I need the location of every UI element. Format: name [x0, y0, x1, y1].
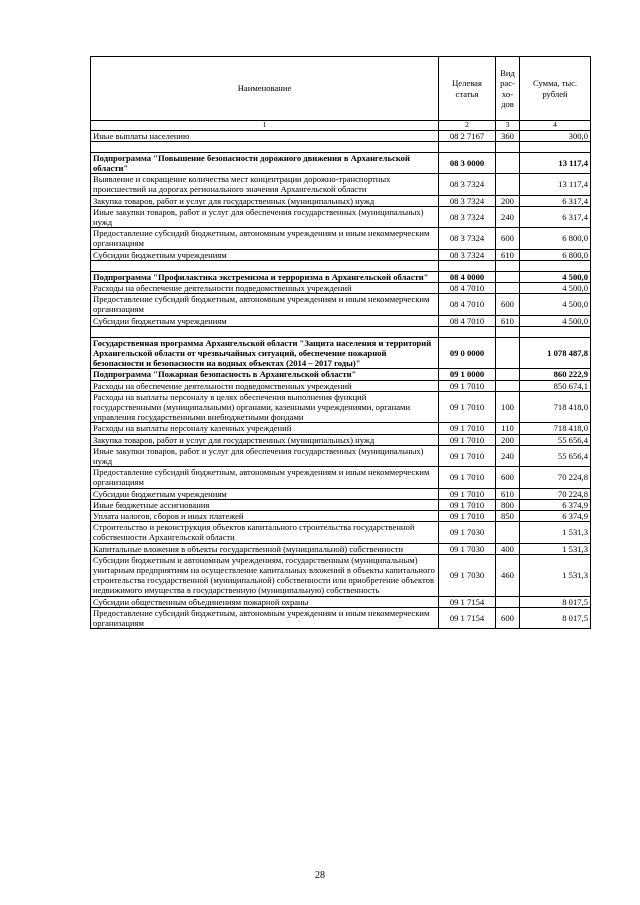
row-sum: 55 656,4 — [520, 434, 591, 445]
row-name: Подпрограмма "Повышение безопасности дорожного движения в Архангельской области" — [91, 152, 439, 173]
table-row — [91, 543, 591, 554]
row-name: Субсидии бюджетным и автономным учреждениям, государственным (муниципальным) унитарным предприятиям на осуществление капитальных вложений в объекты капитального строительства государственной (муниципальной) собственности или приобретение объектов недвижимого имущества в государственную (муниципальную) собственность — [91, 554, 439, 596]
row-vid: 110 — [496, 423, 520, 434]
row-vid: 600 — [496, 294, 520, 315]
row-name: Предоставление субсидий бюджетным, автономным учреждениям и иным некоммерческим организациям — [91, 607, 439, 628]
row-name: Закупка товаров, работ и услуг для государственных (муниципальных) нужд — [91, 195, 439, 206]
row-code: 09 1 7010 — [439, 488, 496, 499]
row-name: Иные закупки товаров, работ и услуг для обеспечения государственных (муниципальных) нужд — [91, 445, 439, 466]
table-row — [91, 174, 591, 195]
row-sum: 850 674,1 — [520, 380, 591, 391]
row-code: 08 3 7324 — [439, 206, 496, 227]
row-code: 09 1 7154 — [439, 607, 496, 628]
row-code: 08 4 7010 — [439, 315, 496, 326]
table-row — [91, 282, 591, 293]
table-row — [91, 423, 591, 434]
row-sum: 6 374,9 — [520, 511, 591, 522]
row-sum: 1 531,3 — [520, 554, 591, 596]
row-vid: 240 — [496, 206, 520, 227]
table-row — [91, 391, 591, 423]
table-row — [91, 152, 591, 173]
row-code: 08 3 0000 — [439, 152, 496, 173]
table-row — [91, 337, 591, 369]
row-code: 08 4 0000 — [439, 271, 496, 282]
row-vid — [496, 152, 520, 173]
row-sum: 718 418,0 — [520, 391, 591, 423]
header-name: Наименование — [91, 57, 439, 121]
row-vid: 600 — [496, 228, 520, 249]
row-vid — [496, 337, 520, 369]
row-sum: 6 374,9 — [520, 499, 591, 510]
row-code: 09 1 7010 — [439, 391, 496, 423]
row-sum: 1 531,3 — [520, 522, 591, 543]
row-name: Субсидии бюджетным учреждениям — [91, 249, 439, 260]
row-code: 08 2 7167 — [439, 130, 496, 141]
table-row — [91, 445, 591, 466]
row-code: 09 1 7010 — [439, 467, 496, 488]
row-name: Предоставление субсидий бюджетным, автономным учреждениям и иным некоммерческим организациям — [91, 294, 439, 315]
header-vid: Вид рас-хо-дов — [496, 57, 520, 121]
spacer-row — [91, 141, 591, 152]
row-sum: 55 656,4 — [520, 445, 591, 466]
row-vid: 850 — [496, 511, 520, 522]
row-code: 08 3 7324 — [439, 195, 496, 206]
row-vid — [496, 380, 520, 391]
table-row — [91, 249, 591, 260]
table-row — [91, 488, 591, 499]
row-name: Строительство и реконструкция объектов капитального строительства государственной собственности Архангельской области — [91, 522, 439, 543]
row-sum: 6 800,0 — [520, 249, 591, 260]
row-sum: 6 800,0 — [520, 228, 591, 249]
row-vid: 800 — [496, 499, 520, 510]
row-vid: 610 — [496, 488, 520, 499]
row-name: Выявление и сокращение количества мест концентрации дорожно-транспортных происшествий на дорогах регионального значения Архангельской области — [91, 174, 439, 195]
row-name: Иные закупки товаров, работ и услуг для обеспечения государственных (муниципальных) нужд — [91, 206, 439, 227]
row-name: Предоставление субсидий бюджетным, автономным учреждениям и иным некоммерческим организациям — [91, 228, 439, 249]
spacer-row — [91, 326, 591, 337]
column-number: 1 — [91, 121, 439, 131]
row-sum: 6 317,4 — [520, 206, 591, 227]
table-row — [91, 315, 591, 326]
row-vid — [496, 596, 520, 607]
row-sum: 8 017,5 — [520, 596, 591, 607]
table-row — [91, 607, 591, 628]
row-vid — [496, 369, 520, 380]
table-row — [91, 434, 591, 445]
row-sum: 4 500,0 — [520, 294, 591, 315]
table-row — [91, 271, 591, 282]
row-code: 08 4 7010 — [439, 294, 496, 315]
column-number: 2 — [439, 121, 496, 131]
row-sum: 860 222,9 — [520, 369, 591, 380]
row-code: 09 1 7010 — [439, 445, 496, 466]
row-sum: 70 224,8 — [520, 467, 591, 488]
row-name: Подпрограмма "Профилактика экстремизма и терроризма в Архангельской области" — [91, 271, 439, 282]
row-code: 09 1 7010 — [439, 423, 496, 434]
row-vid: 240 — [496, 445, 520, 466]
budget-table — [90, 56, 591, 629]
row-sum: 1 078 487,8 — [520, 337, 591, 369]
table-row — [91, 369, 591, 380]
row-name: Субсидии бюджетным учреждениям — [91, 315, 439, 326]
row-vid — [496, 282, 520, 293]
row-vid: 200 — [496, 434, 520, 445]
row-code: 09 1 7010 — [439, 434, 496, 445]
table-row — [91, 511, 591, 522]
row-sum: 13 117,4 — [520, 174, 591, 195]
column-number-row — [91, 121, 591, 131]
row-vid: 400 — [496, 543, 520, 554]
row-sum: 70 224,8 — [520, 488, 591, 499]
header-code: Целевая статья — [439, 57, 496, 121]
table-row — [91, 554, 591, 596]
row-name: Закупка товаров, работ и услуг для государственных (муниципальных) нужд — [91, 434, 439, 445]
page-number: 28 — [315, 870, 325, 881]
row-name: Расходы на выплаты персоналу казенных учреждений — [91, 423, 439, 434]
row-vid — [496, 522, 520, 543]
table-row — [91, 294, 591, 315]
row-name: Уплата налогов, сборов и иных платежей — [91, 511, 439, 522]
row-name: Расходы на обеспечение деятельности подведомственных учреждений — [91, 380, 439, 391]
row-sum: 718 418,0 — [520, 423, 591, 434]
table-row — [91, 522, 591, 543]
row-vid: 600 — [496, 467, 520, 488]
row-name: Субсидии общественным объединениям пожарной охраны — [91, 596, 439, 607]
row-code: 09 1 7154 — [439, 596, 496, 607]
row-code: 08 3 7324 — [439, 174, 496, 195]
row-name: Капитальные вложения в объекты государственной (муниципальной) собственности — [91, 543, 439, 554]
row-code: 09 1 7030 — [439, 554, 496, 596]
row-code: 08 3 7324 — [439, 249, 496, 260]
row-name: Иные бюджетные ассигнования — [91, 499, 439, 510]
row-sum: 300,0 — [520, 130, 591, 141]
row-sum: 1 531,3 — [520, 543, 591, 554]
row-vid: 600 — [496, 607, 520, 628]
row-name: Предоставление субсидий бюджетным, автономным учреждениям и иным некоммерческим организациям — [91, 467, 439, 488]
spacer-row — [91, 260, 591, 271]
column-number: 3 — [496, 121, 520, 131]
table-header-row — [91, 57, 591, 121]
row-sum: 6 317,4 — [520, 195, 591, 206]
row-sum: 4 500,0 — [520, 271, 591, 282]
header-sum: Сумма, тыс. рублей — [520, 57, 591, 121]
row-name: Субсидии бюджетным учреждениям — [91, 488, 439, 499]
table-row — [91, 228, 591, 249]
table-row — [91, 467, 591, 488]
table-row — [91, 195, 591, 206]
row-name: Государственная программа Архангельской области "Защита населения и территорий Архангельской области от чрезвычайных ситуаций, обеспечение пожарной безопасности и безопасности на водных объектах (2014 – 2017 годы)" — [91, 337, 439, 369]
row-sum: 4 500,0 — [520, 315, 591, 326]
row-vid: 610 — [496, 249, 520, 260]
table-row — [91, 380, 591, 391]
row-code: 08 3 7324 — [439, 228, 496, 249]
row-code: 09 1 0000 — [439, 369, 496, 380]
row-code: 09 1 7010 — [439, 499, 496, 510]
row-sum: 13 117,4 — [520, 152, 591, 173]
row-sum: 4 500,0 — [520, 282, 591, 293]
table-row — [91, 130, 591, 141]
table-row — [91, 596, 591, 607]
row-vid: 200 — [496, 195, 520, 206]
row-name: Иные выплаты населению — [91, 130, 439, 141]
row-code: 08 4 7010 — [439, 282, 496, 293]
row-name: Расходы на выплаты персоналу в целях обеспечения выполнения функций государственными (муниципальными) органами, казенными учреждениями, органами управления государственными внебюджетными фондами — [91, 391, 439, 423]
row-code: 09 1 7030 — [439, 543, 496, 554]
row-vid: 460 — [496, 554, 520, 596]
table-row — [91, 206, 591, 227]
row-code: 09 1 7010 — [439, 380, 496, 391]
row-name: Расходы на обеспечение деятельности подведомственных учреждений — [91, 282, 439, 293]
row-code: 09 0 0000 — [439, 337, 496, 369]
table-row — [91, 499, 591, 510]
row-sum: 8 017,5 — [520, 607, 591, 628]
row-vid — [496, 271, 520, 282]
row-vid: 100 — [496, 391, 520, 423]
row-vid: 360 — [496, 130, 520, 141]
row-vid — [496, 174, 520, 195]
row-vid: 610 — [496, 315, 520, 326]
row-name: Подпрограмма "Пожарная безопасность в Архангельской области" — [91, 369, 439, 380]
row-code: 09 1 7030 — [439, 522, 496, 543]
column-number: 4 — [520, 121, 591, 131]
row-code: 09 1 7010 — [439, 511, 496, 522]
